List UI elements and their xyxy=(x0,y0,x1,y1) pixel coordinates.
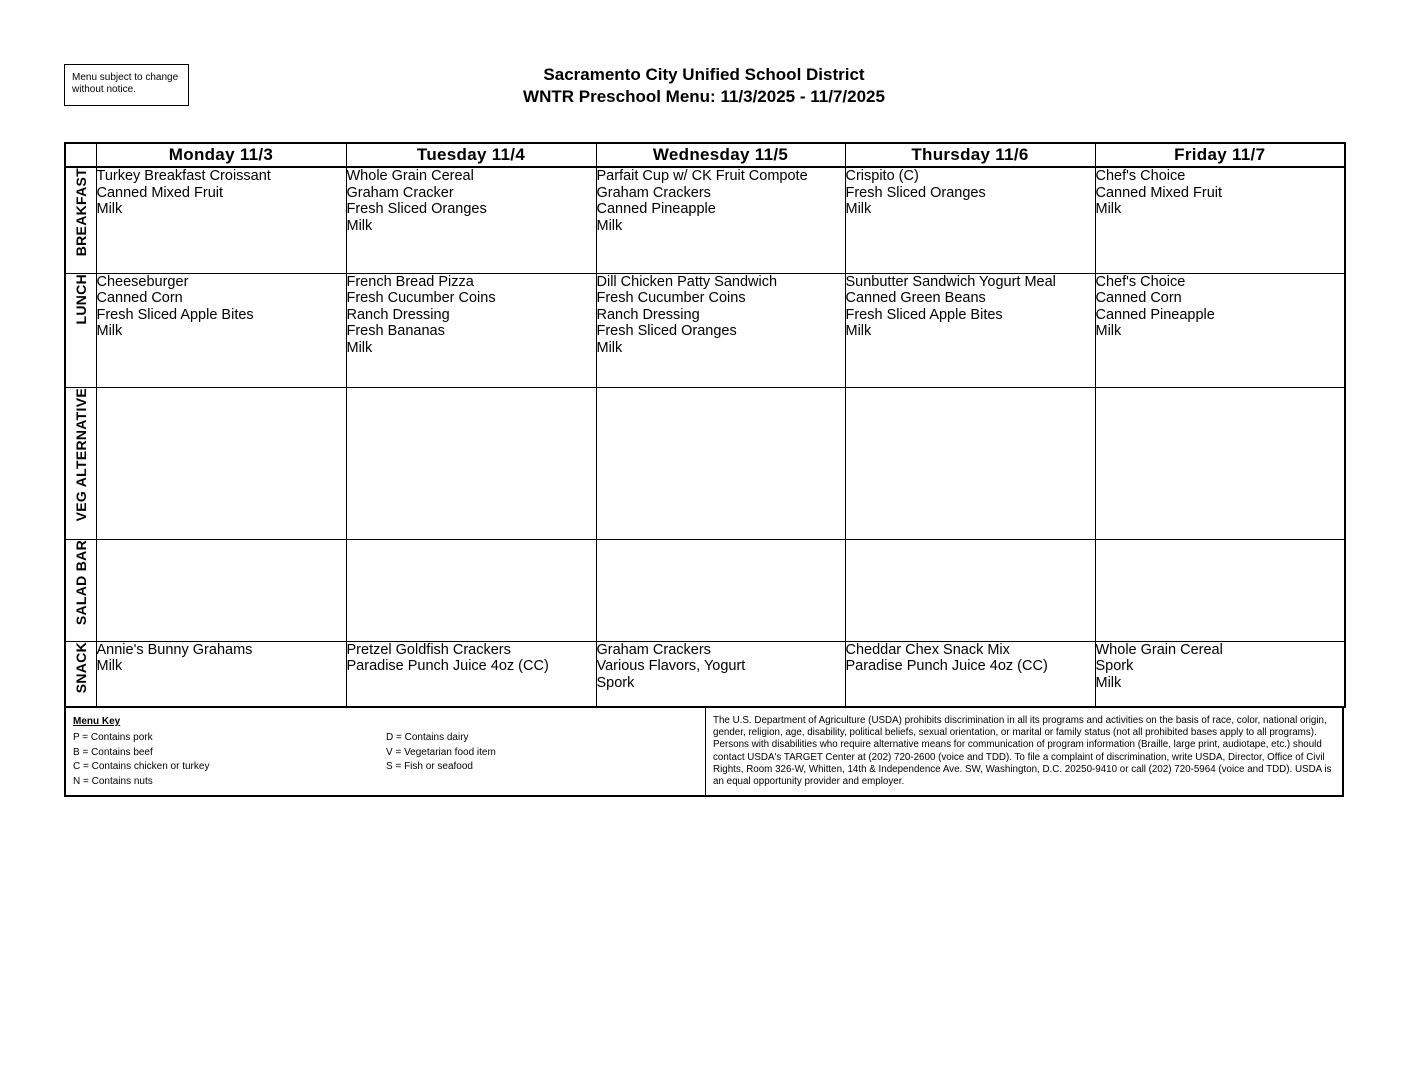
menu-cell-salad-bar-monday xyxy=(96,539,346,641)
day-header-row xyxy=(65,143,1345,167)
row-label-breakfast xyxy=(65,167,96,273)
menu-cell-salad-bar-thursday xyxy=(845,539,1095,641)
menu-item: Turkey Breakfast Croissant xyxy=(96,168,271,184)
menu-item: Spork xyxy=(596,674,635,691)
menu-cell-breakfast-friday xyxy=(1095,167,1345,273)
menu-item: Ranch Dressing xyxy=(596,306,700,323)
menu-item: Graham Crackers xyxy=(596,641,711,658)
menu-cell-snack-monday xyxy=(96,641,346,707)
change-notice: Menu subject to change without notice. xyxy=(64,64,189,106)
day-header-monday: Monday 11/3 xyxy=(96,143,346,167)
menu-item: Canned Mixed Fruit xyxy=(1095,184,1223,201)
row-salad-bar xyxy=(65,539,1345,641)
menu-item: French Bread Pizza xyxy=(346,273,474,290)
menu-item: Milk xyxy=(346,217,373,234)
weekly-menu-table xyxy=(64,142,1346,708)
menu-item: Fresh Sliced Apple Bites xyxy=(845,306,1003,323)
menu-key xyxy=(66,708,706,795)
menu-cell-lunch-friday xyxy=(1095,273,1345,387)
menu-item: Cheeseburger xyxy=(96,273,189,290)
row-label-text: SNACK xyxy=(72,641,89,693)
row-veg-alternative xyxy=(65,387,1345,539)
menu-item: Milk xyxy=(1095,323,1122,339)
menu-item: Canned Corn xyxy=(1095,290,1182,306)
menu-item: Paradise Punch Juice 4oz (CC) xyxy=(346,658,549,674)
menu-key-title: Menu Key xyxy=(73,716,121,727)
menu-item: Canned Pineapple xyxy=(1095,306,1215,323)
menu-item: Canned Mixed Fruit xyxy=(96,184,224,201)
menu-item: Milk xyxy=(346,339,373,356)
menu-item: Graham Cracker xyxy=(346,184,454,201)
row-label-text: LUNCH xyxy=(72,273,89,324)
menu-item: Whole Grain Cereal xyxy=(1095,641,1223,658)
row-label-snack xyxy=(65,641,96,707)
row-label-veg-alternative xyxy=(65,387,96,539)
row-label-text: VEG ALTERNATIVE xyxy=(72,387,89,521)
day-header-tuesday: Tuesday 11/4 xyxy=(346,143,596,167)
menu-item: Pretzel Goldfish Crackers xyxy=(346,641,511,658)
menu-item: Chef's Choice xyxy=(1095,168,1186,184)
key-item-nuts: N = Contains nuts xyxy=(73,775,153,787)
menu-key-right-column xyxy=(386,731,496,775)
row-lunch xyxy=(65,273,1345,387)
menu-cell-veg-alternative-monday xyxy=(96,387,346,539)
menu-item: Crispito (C) xyxy=(845,168,919,184)
menu-item: Milk xyxy=(596,217,623,234)
menu-cell-breakfast-wednesday xyxy=(596,167,845,273)
menu-cell-snack-wednesday xyxy=(596,641,845,707)
menu-cell-veg-alternative-thursday xyxy=(845,387,1095,539)
menu-item: Milk xyxy=(845,201,872,217)
key-item-vegetarian: V = Vegetarian food item xyxy=(386,746,496,758)
menu-cell-lunch-thursday xyxy=(845,273,1095,387)
menu-item: Dill Chicken Patty Sandwich xyxy=(596,273,778,290)
menu-cell-lunch-wednesday xyxy=(596,273,845,387)
row-breakfast xyxy=(65,167,1345,273)
menu-week-title: WNTR Preschool Menu: 11/3/2025 - 11/7/2025 xyxy=(523,87,885,106)
menu-item: Parfait Cup w/ CK Fruit Compote xyxy=(596,168,808,184)
row-label-lunch xyxy=(65,273,96,387)
usda-nondiscrimination-statement: The U.S. Department of Agriculture (USDA) prohibits discrimination in all its programs and activities on the basis of race, color, national origin, gender, religion, age, disability, political beliefs, sexual orientation, or marital or family status (not all prohibited bases apply to all programs). Persons with disabilities who require alternative means for communication of program information (Braille, large print, audiotape, etc.) should contact USDA's TARGET Center at (202) 720-2600 (voice and TDD). To file a complaint of discrimination, write USDA, Director, Office of Civil Rights, Room 326-W, Whitten, 14th & Independence Ave. SW, Washington, D.C. 20250-9410 or call (202) 720-5964 (voice and TDD). USDA is an equal opportunity provider and employer. xyxy=(713,715,1332,788)
menu-item: Canned Corn xyxy=(96,290,183,306)
day-header-wednesday: Wednesday 11/5 xyxy=(596,143,845,167)
menu-item: Milk xyxy=(596,339,623,356)
key-item-seafood: S = Fish or seafood xyxy=(386,761,473,772)
day-header-thursday: Thursday 11/6 xyxy=(845,143,1095,167)
key-item-dairy: D = Contains dairy xyxy=(386,732,469,743)
menu-item: Milk xyxy=(845,323,872,339)
menu-cell-snack-tuesday xyxy=(346,641,596,707)
menu-item: Chef's Choice xyxy=(1095,273,1186,290)
menu-item: Milk xyxy=(1095,674,1122,691)
menu-item: Cheddar Chex Snack Mix xyxy=(845,641,1010,658)
menu-item: Various Flavors, Yogurt xyxy=(596,658,746,674)
menu-item: Milk xyxy=(96,201,123,217)
menu-item: Ranch Dressing xyxy=(346,306,450,323)
menu-item: Canned Green Beans xyxy=(845,290,986,306)
district-title: Sacramento City Unified School District xyxy=(543,65,865,84)
menu-cell-veg-alternative-wednesday xyxy=(596,387,845,539)
page-header xyxy=(300,64,1108,108)
corner-cell xyxy=(65,143,96,167)
menu-item: Annie's Bunny Grahams xyxy=(96,641,253,658)
key-item-pork: P = Contains pork xyxy=(73,732,153,743)
menu-cell-salad-bar-tuesday xyxy=(346,539,596,641)
menu-footer xyxy=(64,708,1344,797)
menu-item: Fresh Cucumber Coins xyxy=(346,290,496,306)
menu-item: Fresh Sliced Oranges xyxy=(346,201,487,217)
row-label-text: SALAD BAR xyxy=(72,539,89,625)
menu-item: Whole Grain Cereal xyxy=(346,168,474,184)
menu-item: Canned Pineapple xyxy=(596,201,716,217)
menu-cell-salad-bar-wednesday xyxy=(596,539,845,641)
key-item-beef: B = Contains beef xyxy=(73,746,153,758)
menu-item: Spork xyxy=(1095,658,1134,674)
menu-cell-veg-alternative-friday xyxy=(1095,387,1345,539)
menu-item: Sunbutter Sandwich Yogurt Meal xyxy=(845,273,1056,290)
key-item-chicken-turkey: C = Contains chicken or turkey xyxy=(73,761,210,772)
row-snack xyxy=(65,641,1345,707)
menu-item: Fresh Cucumber Coins xyxy=(596,290,746,306)
menu-item: Fresh Bananas xyxy=(346,323,445,339)
menu-item: Graham Crackers xyxy=(596,184,711,201)
menu-item: Paradise Punch Juice 4oz (CC) xyxy=(845,658,1048,674)
menu-cell-breakfast-thursday xyxy=(845,167,1095,273)
menu-cell-veg-alternative-tuesday xyxy=(346,387,596,539)
menu-cell-snack-friday xyxy=(1095,641,1345,707)
menu-item: Fresh Sliced Oranges xyxy=(596,323,737,339)
row-label-salad-bar xyxy=(65,539,96,641)
menu-cell-lunch-monday xyxy=(96,273,346,387)
menu-item: Milk xyxy=(1095,201,1122,217)
menu-cell-breakfast-monday xyxy=(96,167,346,273)
menu-key-left-column xyxy=(73,731,209,789)
menu-item: Fresh Sliced Apple Bites xyxy=(96,306,254,323)
row-label-text: BREAKFAST xyxy=(72,168,89,257)
menu-cell-breakfast-tuesday xyxy=(346,167,596,273)
day-header-friday: Friday 11/7 xyxy=(1095,143,1345,167)
menu-cell-lunch-tuesday xyxy=(346,273,596,387)
menu-cell-snack-thursday xyxy=(845,641,1095,707)
menu-item: Fresh Sliced Oranges xyxy=(845,184,986,201)
menu-cell-salad-bar-friday xyxy=(1095,539,1345,641)
menu-item: Milk xyxy=(96,658,123,674)
menu-item: Milk xyxy=(96,323,123,339)
